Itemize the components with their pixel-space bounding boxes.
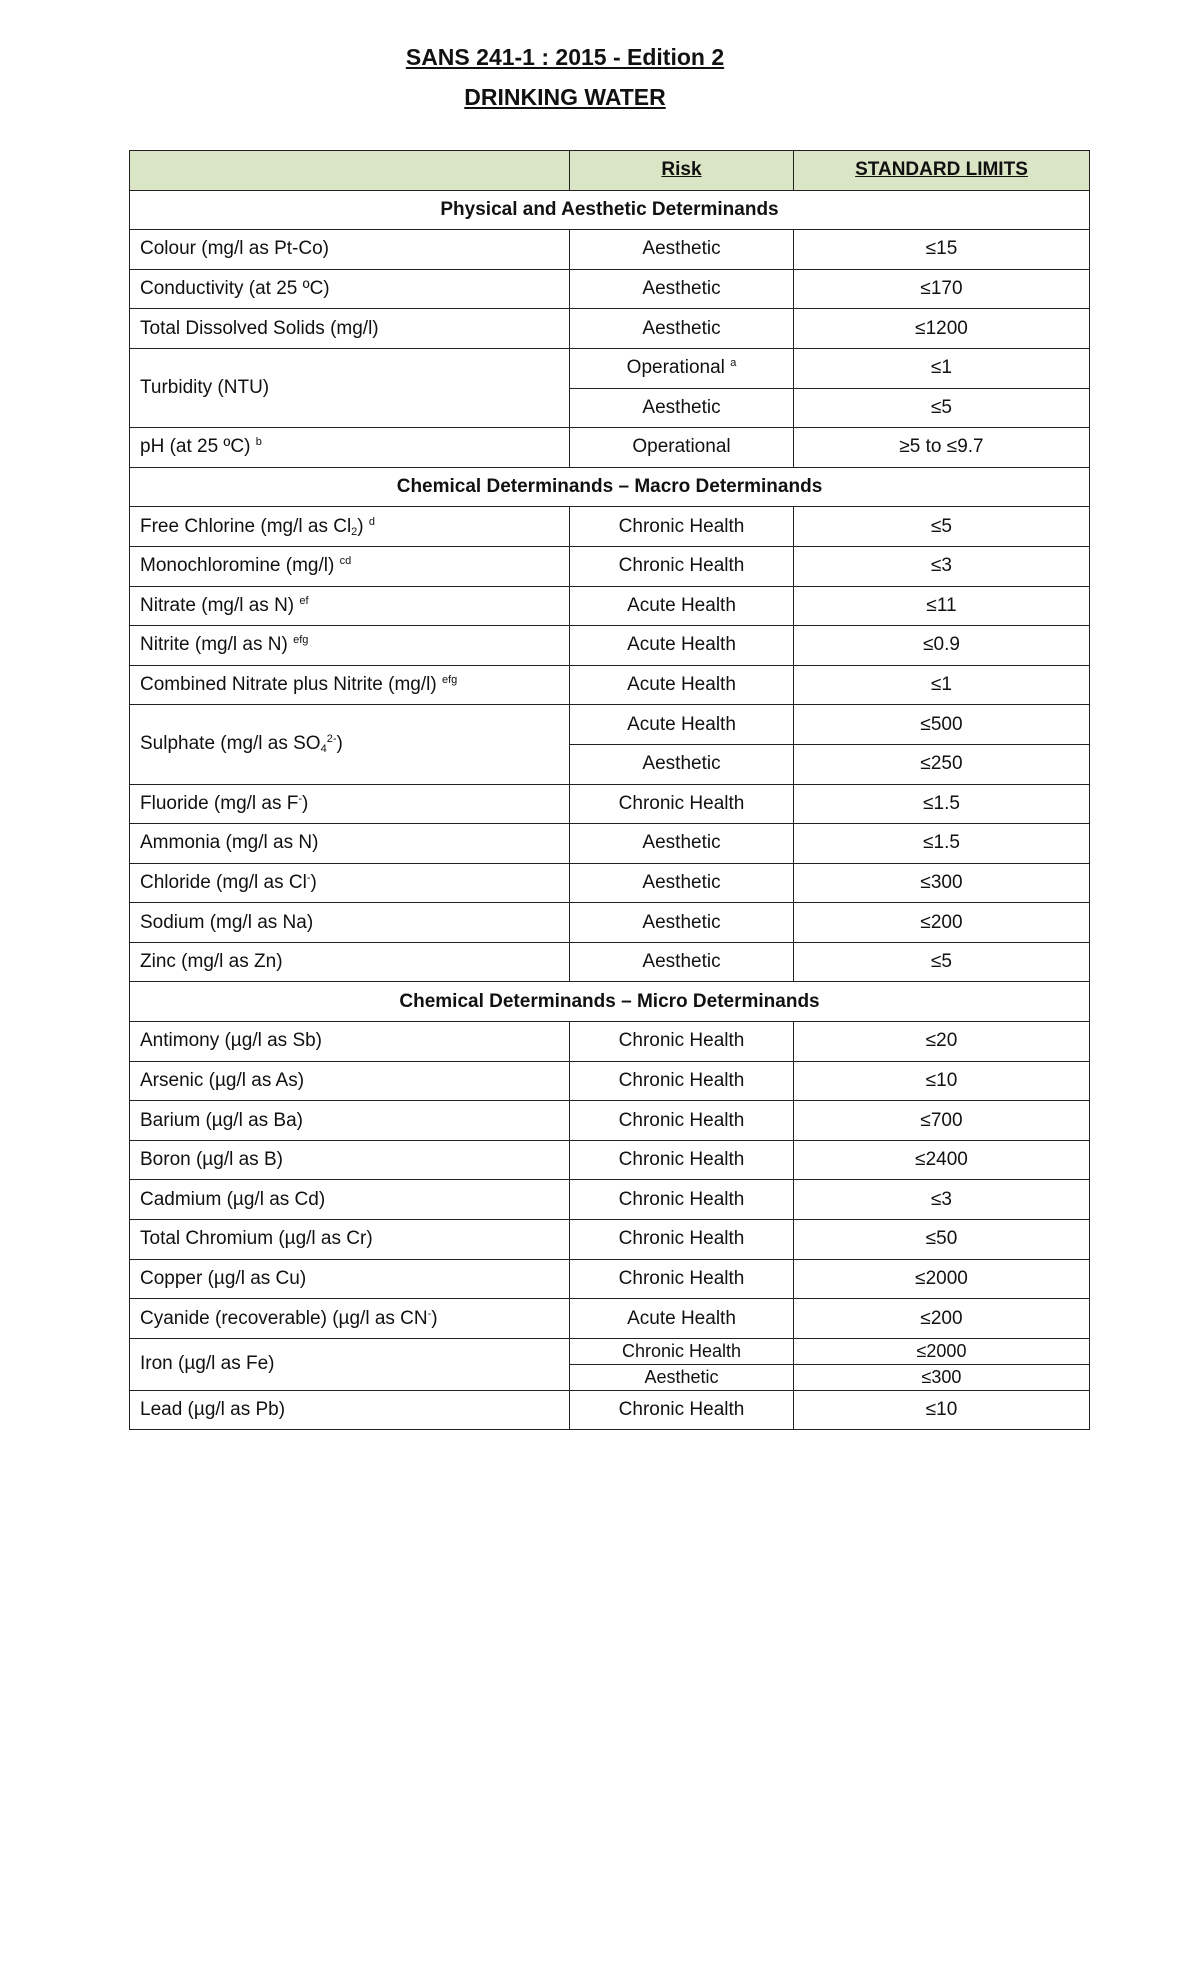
determinand-name: Turbidity (NTU) <box>130 348 570 427</box>
header-determinand-cell <box>130 151 570 191</box>
name-suffix: ) <box>302 792 309 814</box>
determinand-name: Antimony (µg/l as Sb) <box>130 1022 570 1062</box>
risk-cell: Aesthetic <box>570 1364 794 1390</box>
subscript: 4 <box>320 743 327 756</box>
table-row <box>130 705 1090 745</box>
section-heading: Physical and Aesthetic Determinands <box>130 190 1090 230</box>
name-suffix: ) <box>357 515 364 537</box>
determinand-name: Copper (µg/l as Cu) <box>130 1259 570 1299</box>
determinand-name: Fluoride (mg/l as F <box>140 792 299 814</box>
risk-cell: Chronic Health <box>570 1022 794 1062</box>
risk-cell: Aesthetic <box>570 309 794 349</box>
limit-cell: ≤500 <box>794 705 1090 745</box>
limit-cell: ≤300 <box>794 1364 1090 1390</box>
table-row <box>130 428 1090 468</box>
limit-cell: ≤1 <box>794 665 1090 705</box>
limit-cell: ≤300 <box>794 863 1090 903</box>
limit-cell: ≤1200 <box>794 309 1090 349</box>
determinand-name: Combined Nitrate plus Nitrite (mg/l) <box>140 674 437 696</box>
determinand-name: Total Chromium (µg/l as Cr) <box>130 1220 570 1260</box>
table-row <box>130 269 1090 309</box>
section-row-macro <box>130 467 1090 507</box>
determinand-name-cell <box>130 863 570 903</box>
determinand-name-cell <box>130 784 570 824</box>
determinand-name: Iron (µg/l as Fe) <box>130 1338 570 1390</box>
table-row <box>130 1022 1090 1062</box>
limit-cell: ≤1.5 <box>794 824 1090 864</box>
risk-cell: Chronic Health <box>570 546 794 586</box>
determinand-name: Lead (µg/l as Pb) <box>130 1390 570 1430</box>
table-row <box>130 546 1090 586</box>
superscript: 2- <box>326 733 337 746</box>
table-header-row <box>130 151 1090 191</box>
limit-cell: ≤50 <box>794 1220 1090 1260</box>
risk-cell: Aesthetic <box>570 863 794 903</box>
determinand-name: Free Chlorine (mg/l as Cl <box>140 515 352 537</box>
risk-cell: Aesthetic <box>570 744 794 784</box>
limit-cell: ≤170 <box>794 269 1090 309</box>
limit-cell: ≤10 <box>794 1061 1090 1101</box>
header-risk-label: Risk <box>661 159 702 181</box>
risk-cell: Acute Health <box>570 705 794 745</box>
determinand-name: Boron (µg/l as B) <box>130 1140 570 1180</box>
limit-cell: ≤5 <box>794 942 1090 982</box>
limit-cell: ≤3 <box>794 546 1090 586</box>
limit-cell: ≤2000 <box>794 1259 1090 1299</box>
risk-cell: Aesthetic <box>570 903 794 943</box>
superscript: - <box>298 792 303 805</box>
risk-cell: Chronic Health <box>570 1338 794 1364</box>
determinand-name: Barium (µg/l as Ba) <box>130 1101 570 1141</box>
table-row <box>130 626 1090 666</box>
determinand-name-cell <box>130 1299 570 1339</box>
table-row <box>130 1101 1090 1141</box>
risk-cell: Chronic Health <box>570 1180 794 1220</box>
determinand-name: Arsenic (µg/l as As) <box>130 1061 570 1101</box>
name-suffix: ) <box>310 871 317 893</box>
risk-cell: Acute Health <box>570 1299 794 1339</box>
table-row <box>130 1061 1090 1101</box>
limit-cell: ≤15 <box>794 230 1090 270</box>
determinand-name: Sodium (mg/l as Na) <box>130 903 570 943</box>
risk-cell: Chronic Health <box>570 507 794 547</box>
footnote-marker: d <box>368 515 376 528</box>
determinand-name: Ammonia (mg/l as N) <box>130 824 570 864</box>
subscript: 2 <box>351 525 358 538</box>
risk-cell: Aesthetic <box>570 942 794 982</box>
limit-cell: ≤200 <box>794 903 1090 943</box>
determinand-name: Nitrite (mg/l as N) <box>140 634 288 656</box>
determinand-name: Nitrate (mg/l as N) <box>140 594 295 616</box>
determinand-name: pH (at 25 ºC) <box>140 436 251 458</box>
determinand-name: Zinc (mg/l as Zn) <box>130 942 570 982</box>
risk-cell <box>570 348 794 388</box>
limit-cell: ≤200 <box>794 1299 1090 1339</box>
table-row <box>130 824 1090 864</box>
table-row <box>130 1220 1090 1260</box>
determinand-name: Cadmium (µg/l as Cd) <box>130 1180 570 1220</box>
limit-cell: ≤5 <box>794 507 1090 547</box>
table-row <box>130 230 1090 270</box>
footnote-marker: cd <box>339 555 352 568</box>
limit-cell: ≤11 <box>794 586 1090 626</box>
limit-cell: ≤20 <box>794 1022 1090 1062</box>
table-row <box>130 309 1090 349</box>
header-limits-label: STANDARD LIMITS <box>855 159 1028 181</box>
table-row <box>130 1180 1090 1220</box>
risk-cell: Aesthetic <box>570 824 794 864</box>
limit-cell: ≤700 <box>794 1101 1090 1141</box>
table-row <box>130 1390 1090 1430</box>
determinand-name: Conductivity (at 25 ºC) <box>130 269 570 309</box>
document-title: SANS 241-1 : 2015 - Edition 2 <box>405 44 725 70</box>
risk-cell: Chronic Health <box>570 784 794 824</box>
risk-cell: Chronic Health <box>570 1101 794 1141</box>
risk-cell: Aesthetic <box>570 388 794 428</box>
determinand-name-cell <box>130 705 570 784</box>
footnote-marker: efg <box>441 674 458 687</box>
determinand-name-cell <box>130 428 570 468</box>
section-row-physical <box>130 190 1090 230</box>
limit-cell: ≤0.9 <box>794 626 1090 666</box>
risk-cell: Acute Health <box>570 586 794 626</box>
footnote-marker: a <box>730 357 737 370</box>
limit-cell: ≤10 <box>794 1390 1090 1430</box>
name-suffix: ) <box>431 1307 438 1329</box>
risk-cell: Aesthetic <box>570 230 794 270</box>
determinand-name-cell <box>130 507 570 547</box>
limit-cell: ≤2400 <box>794 1140 1090 1180</box>
table-row <box>130 942 1090 982</box>
limit-cell: ≤5 <box>794 388 1090 428</box>
determinand-name: Monochloromine (mg/l) <box>140 555 335 577</box>
standards-table <box>129 150 1090 1430</box>
limit-cell: ≤250 <box>794 744 1090 784</box>
superscript: - <box>427 1307 432 1320</box>
determinand-name: Chloride (mg/l as Cl <box>140 871 307 893</box>
determinand-name: Total Dissolved Solids (mg/l) <box>130 309 570 349</box>
table-row <box>130 1299 1090 1339</box>
risk-cell: Chronic Health <box>570 1390 794 1430</box>
section-heading: Chemical Determinands – Micro Determinands <box>130 982 1090 1022</box>
table-row <box>130 1338 1090 1364</box>
determinand-name: Cyanide (recoverable) (µg/l as CN <box>140 1307 428 1329</box>
limit-cell: ≥5 to ≤9.7 <box>794 428 1090 468</box>
table-row <box>130 1259 1090 1299</box>
header-risk-cell <box>570 151 794 191</box>
determinand-name: Colour (mg/l as Pt-Co) <box>130 230 570 270</box>
determinand-name-cell <box>130 586 570 626</box>
superscript: - <box>306 871 311 884</box>
risk-cell: Chronic Health <box>570 1220 794 1260</box>
risk-cell: Aesthetic <box>570 269 794 309</box>
section-heading: Chemical Determinands – Macro Determinands <box>130 467 1090 507</box>
risk-cell: Acute Health <box>570 665 794 705</box>
limit-cell: ≤1.5 <box>794 784 1090 824</box>
risk-cell: Chronic Health <box>570 1061 794 1101</box>
footnote-marker: efg <box>293 634 309 647</box>
determinand-name-cell <box>130 626 570 666</box>
risk-text: Operational <box>626 357 725 379</box>
section-row-micro <box>130 982 1090 1022</box>
risk-cell: Chronic Health <box>570 1259 794 1299</box>
document-subtitle: DRINKING WATER <box>464 84 666 110</box>
determinand-name-cell <box>130 546 570 586</box>
risk-cell: Operational <box>570 428 794 468</box>
table-row <box>130 1140 1090 1180</box>
limit-cell: ≤2000 <box>794 1338 1090 1364</box>
determinand-name: Sulphate (mg/l as SO <box>140 733 321 755</box>
risk-cell: Acute Health <box>570 626 794 666</box>
table-row <box>130 863 1090 903</box>
table-row <box>130 784 1090 824</box>
table-row <box>130 903 1090 943</box>
table-row <box>130 586 1090 626</box>
footnote-marker: ef <box>299 594 309 607</box>
limit-cell: ≤3 <box>794 1180 1090 1220</box>
name-suffix: ) <box>336 733 343 755</box>
table-row <box>130 348 1090 388</box>
footnote-marker: b <box>255 436 262 449</box>
header-limits-cell <box>794 151 1090 191</box>
determinand-name-cell <box>130 665 570 705</box>
table-row <box>130 507 1090 547</box>
limit-cell: ≤1 <box>794 348 1090 388</box>
table-row <box>130 665 1090 705</box>
risk-cell: Chronic Health <box>570 1140 794 1180</box>
